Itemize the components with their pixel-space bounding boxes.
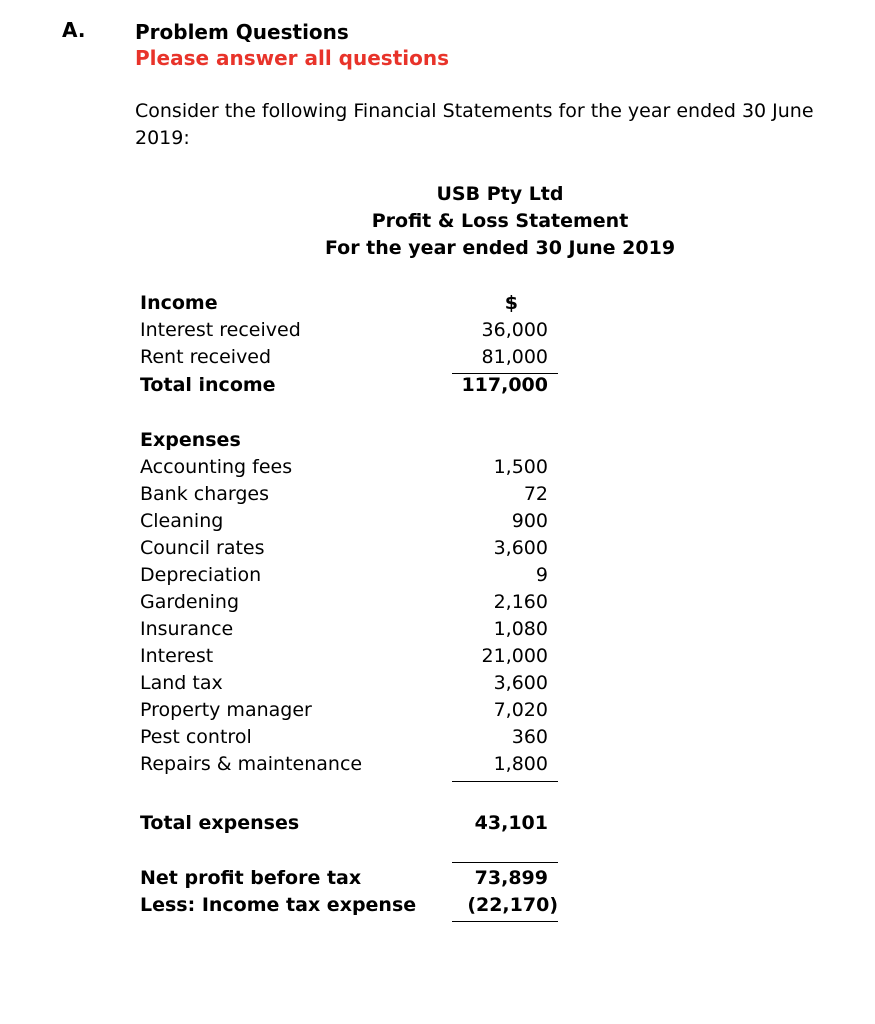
income-tax-underline <box>452 921 558 922</box>
expense-amount: 3,600 <box>493 672 548 694</box>
expense-row <box>140 456 558 483</box>
expense-row <box>140 510 558 537</box>
expense-row <box>140 564 558 591</box>
expense-amount: 21,000 <box>481 645 548 667</box>
expense-label: Accounting fees <box>140 456 293 478</box>
expense-amount: 72 <box>523 483 548 505</box>
expense-row <box>140 672 558 699</box>
expense-label: Insurance <box>140 618 234 640</box>
net-profit-overline <box>452 862 558 863</box>
expense-row <box>140 753 558 780</box>
income-row <box>140 319 558 346</box>
expenses-heading-row <box>140 429 558 456</box>
intro-paragraph: Consider the following Financial Statements for the year ended 30 June 2019: <box>135 100 814 149</box>
statement-title: Profit & Loss Statement <box>371 210 629 232</box>
expense-label: Bank charges <box>140 483 270 505</box>
total-income-label: Total income <box>140 374 276 396</box>
expense-amount: 1,080 <box>493 618 548 640</box>
expense-amount: 900 <box>511 510 548 532</box>
expense-row <box>140 618 558 645</box>
income-label: Rent received <box>140 346 272 368</box>
expense-amount: 1,800 <box>493 753 548 775</box>
expense-row <box>140 726 558 753</box>
income-tax-label: Less: Income tax expense <box>140 894 417 916</box>
total-income-amount: 117,000 <box>461 374 548 396</box>
income-heading-row <box>140 292 558 319</box>
section-title: Problem Questions <box>135 20 349 44</box>
expense-amount: 2,160 <box>493 591 548 613</box>
expense-label: Land tax <box>140 672 223 694</box>
expense-label: Property manager <box>140 699 312 721</box>
expense-label: Council rates <box>140 537 265 559</box>
section-instruction: Please answer all questions <box>135 46 450 70</box>
expense-label: Pest control <box>140 726 252 748</box>
expense-label: Gardening <box>140 591 240 613</box>
expense-amount: 7,020 <box>493 699 548 721</box>
company-name: USB Pty Ltd <box>436 183 564 205</box>
income-tax-amount: (22,170) <box>467 894 558 916</box>
net-profit-amount: 73,899 <box>474 867 548 889</box>
income-label: Interest received <box>140 319 301 341</box>
statement-period: For the year ended 30 June 2019 <box>324 237 676 259</box>
total-expenses-label: Total expenses <box>140 812 300 834</box>
expense-amount: 3,600 <box>493 537 548 559</box>
total-expenses-amount: 43,101 <box>474 812 548 834</box>
expense-label: Cleaning <box>140 510 224 532</box>
expense-label: Repairs & maintenance <box>140 753 363 775</box>
income-amount: 81,000 <box>481 346 548 368</box>
expenses-underline <box>452 781 558 782</box>
net-profit-label: Net profit before tax <box>140 867 362 889</box>
income-tax-row <box>140 894 558 921</box>
expense-row <box>140 591 558 618</box>
expense-row <box>140 645 558 672</box>
section-letter: A. <box>62 18 86 42</box>
expense-amount: 9 <box>535 564 548 586</box>
total-income-row <box>140 374 558 401</box>
expense-amount: 360 <box>511 726 548 748</box>
income-amount: 36,000 <box>481 319 548 341</box>
expense-label: Interest <box>140 645 214 667</box>
expense-amount: 1,500 <box>493 456 548 478</box>
net-profit-row <box>140 867 558 894</box>
expense-row <box>140 483 558 510</box>
total-expenses-row <box>140 812 558 839</box>
income-heading: Income <box>140 292 218 314</box>
expense-label: Depreciation <box>140 564 262 586</box>
expense-row <box>140 537 558 564</box>
expense-row <box>140 699 558 726</box>
income-row <box>140 346 558 373</box>
currency-symbol: $ <box>504 292 518 314</box>
expenses-heading: Expenses <box>140 429 241 451</box>
